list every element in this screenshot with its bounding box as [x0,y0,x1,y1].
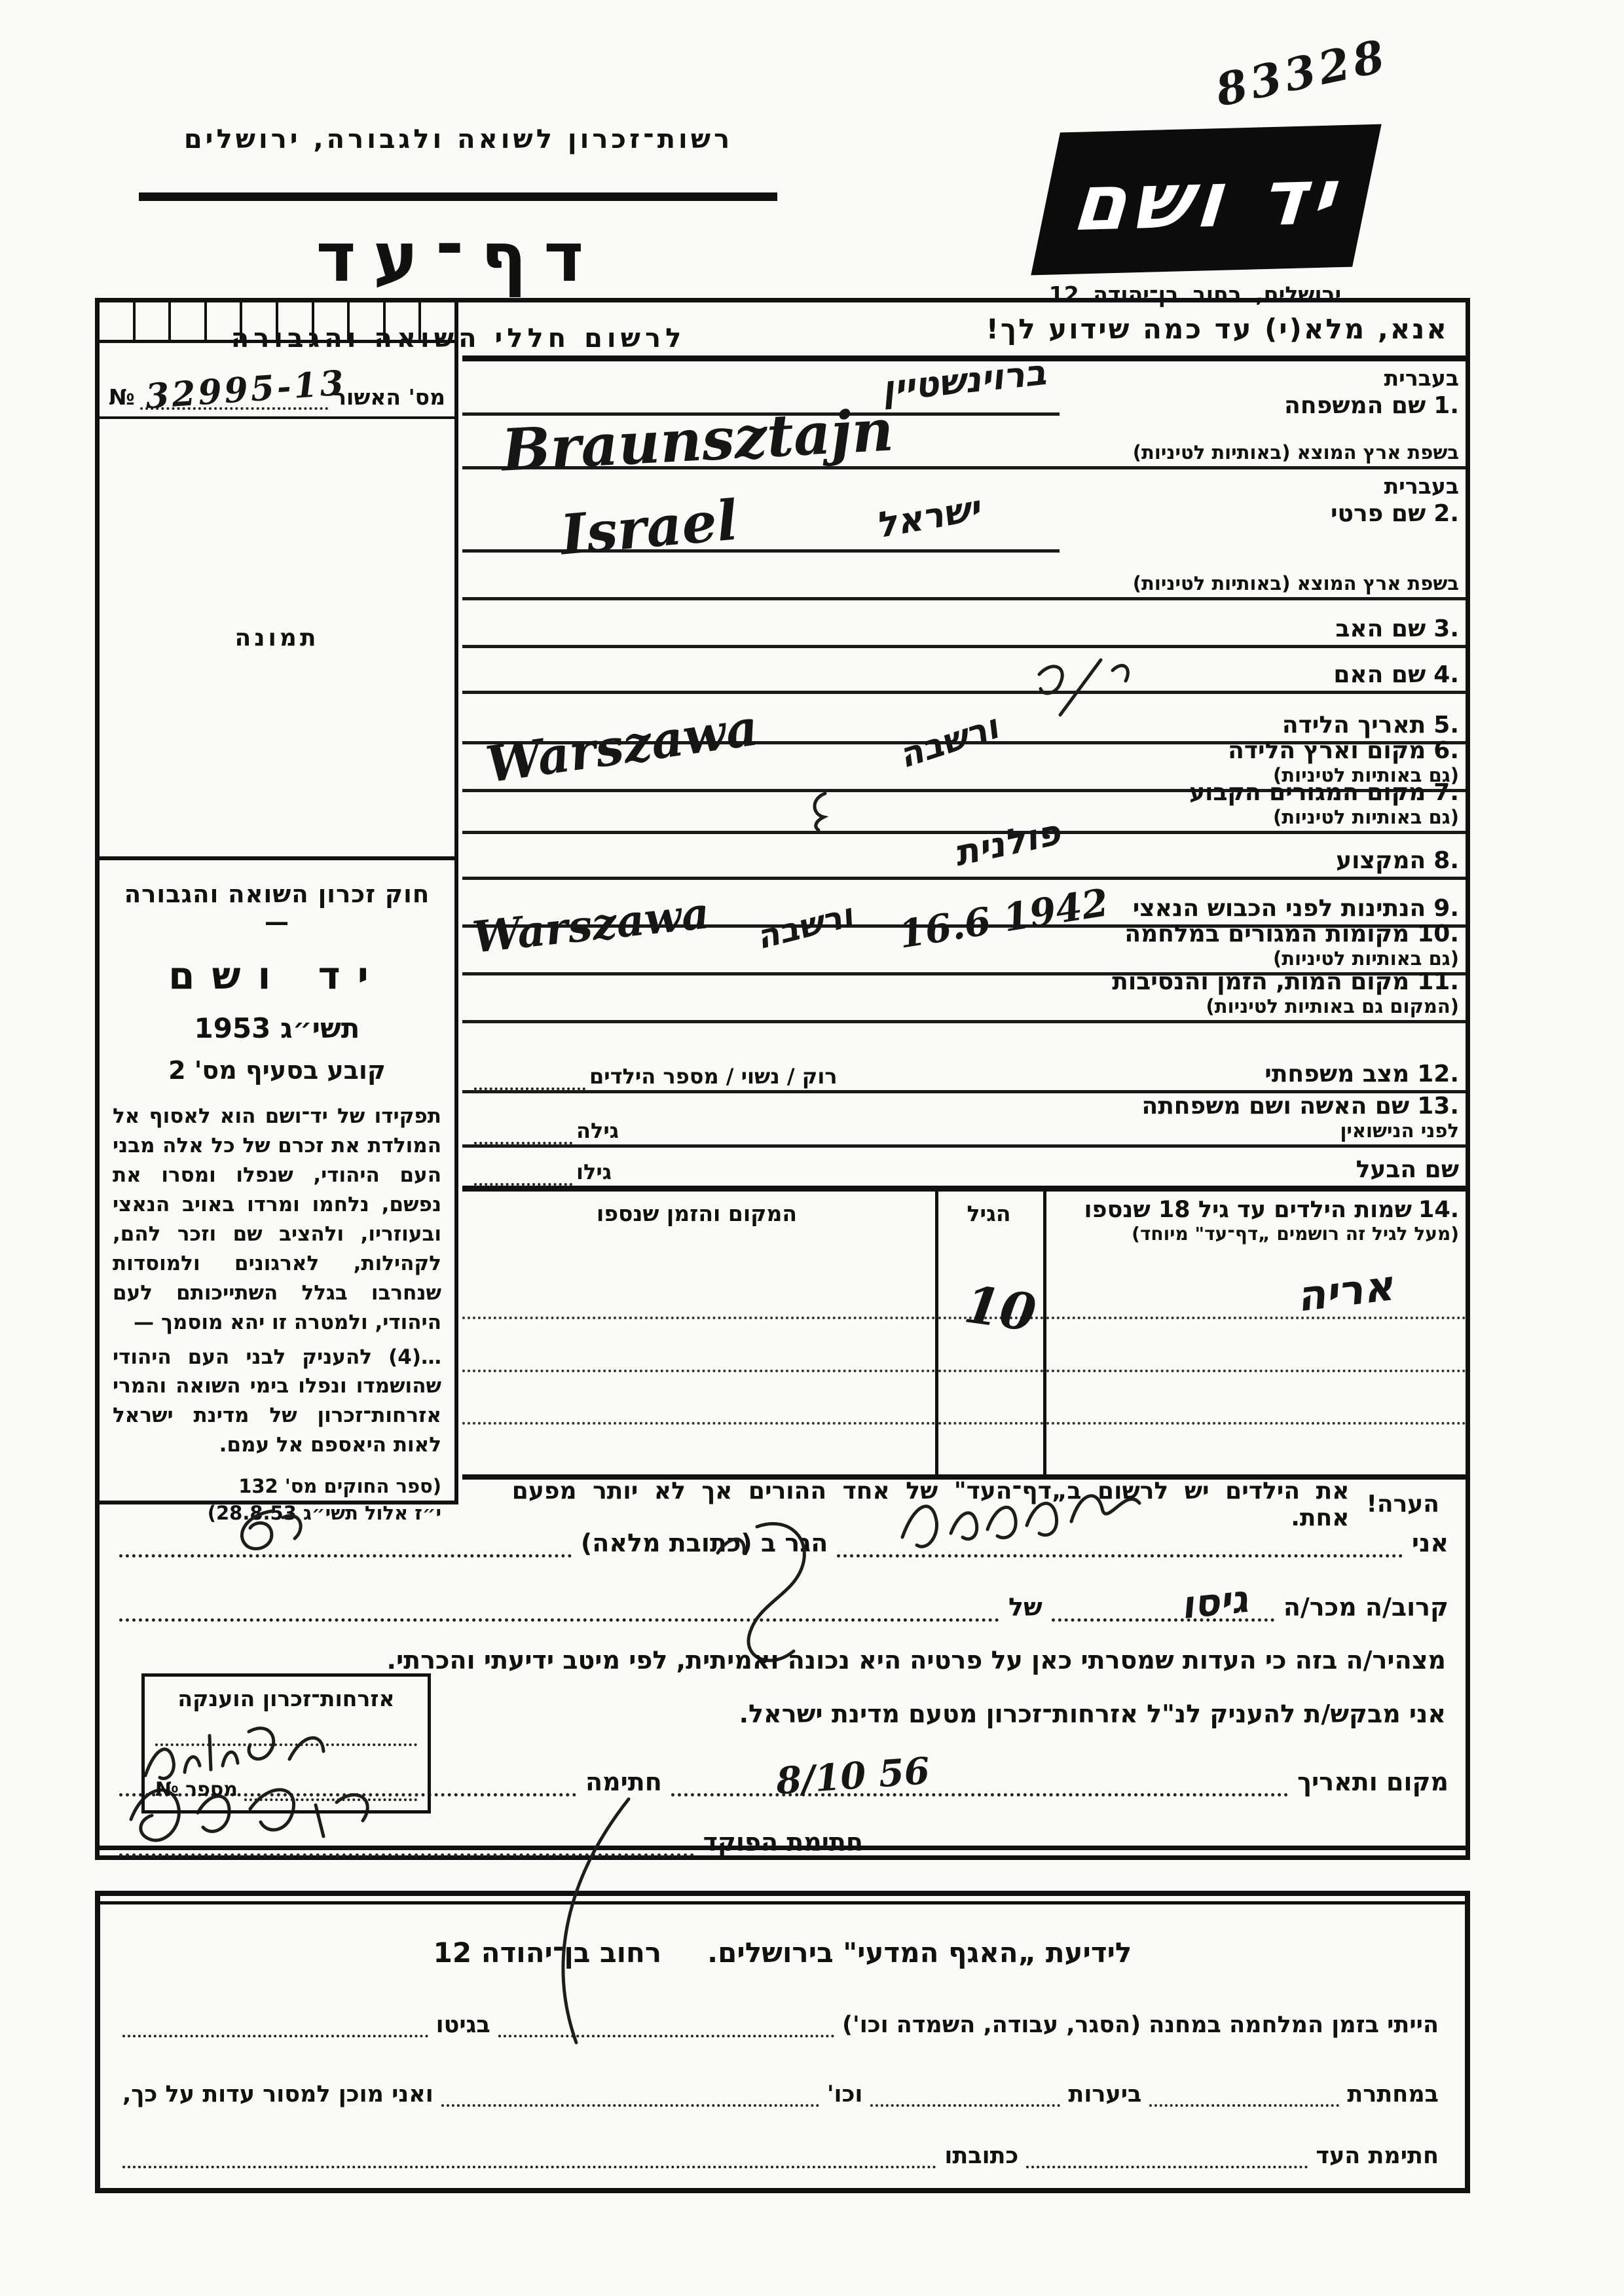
field-label: מקום המגורים הקבוע [1189,779,1426,806]
child-age-cell [938,1425,1043,1474]
approval-number-row [100,343,454,419]
science-box-rule [100,1901,1465,1904]
child-name-cell [1046,1261,1466,1322]
law-text-box [100,856,454,1524]
child-age-cell [938,1372,1043,1425]
witness-address-label: כתובתו [944,2142,1019,2169]
law-title: חוק זכרון השואה והגבורה — [124,880,430,936]
write-area [462,1093,1060,1144]
law-clause: קובע בסעיף מס' 2 [168,1056,386,1085]
field-number: 9. [1433,895,1459,922]
write-area [462,1148,1060,1186]
relation-line [1052,1576,1274,1628]
field-row-marital-status [462,1023,1466,1093]
stamp-dotted-line [155,1743,417,1746]
field-row-mother-name [462,648,1466,694]
field-label: שם פרטי [1330,500,1426,527]
forests-label: ביערות [1068,2081,1142,2107]
stamp-number-label: מספר [185,1778,238,1801]
field-sub-label: (גם באותיות לטיניות) [1273,764,1459,786]
field-row-husband-name [462,1148,1466,1192]
underground-forests-row [122,2078,1439,2107]
field-label: המקצוע [1336,847,1426,874]
field-number: 7. [1433,779,1459,806]
write-area [462,648,1060,691]
approval-number-line [140,363,348,417]
fields-section [462,302,1466,1531]
field-pre-label: בעברית [1384,365,1459,391]
page-subtitle: לרשום חללי השואה והגבורה [231,323,686,354]
note-head: הערה! [1366,1491,1439,1518]
i-label: אני [1411,1529,1449,1558]
science-title: לידיעת „האגף המדעי" בירושלים. [707,1937,1132,1969]
field-label: שם האם [1333,661,1426,688]
form-bottom-rule [100,1846,1466,1850]
field-row-death-place [462,968,1466,1023]
header-rule [139,192,777,201]
left-column [100,302,458,1524]
field-number: 2. [1433,500,1459,527]
field-sub-label: (המקום גם באותיות לטיניות) [1206,995,1459,1017]
field-label: שם המשפחה [1284,392,1426,419]
field-label: מקומות המגורים במלחמה [1124,920,1410,947]
field-number: 13. [1417,1093,1459,1120]
child-name-cell [1046,1425,1466,1474]
place-date-label: מקום ותאריך [1297,1768,1449,1797]
write-area [462,975,1060,1020]
field-number: 1. [1433,392,1459,419]
child-name-cell [1046,1372,1466,1425]
field-number: 6. [1433,737,1459,764]
place-column-header: המקום והזמן שנספו [597,1201,797,1226]
ghetto-line [122,2009,428,2037]
field-label: הנתינות לפני הכבוש הנאצי [1132,895,1426,922]
place-date-line [671,1749,1288,1804]
code-cell-strip [100,302,454,343]
her-age-label: גילה [576,1118,619,1143]
law-year: תשי״ג 1953 [194,1012,360,1044]
field-label-2: לפני הנישואין [1340,1120,1459,1142]
field-label: שמות הילדים עד גיל 18 שנספו [1084,1197,1412,1223]
forests-line [870,2078,1060,2107]
field-pre-label: בעברית [1384,473,1459,499]
resides-label: הגר ב (כתובת מלאה) [580,1529,828,1558]
field-label: מקום המות, הזמן והנסיבות [1112,968,1410,995]
dotted-line [474,1068,585,1090]
first-name-latin-handwritten: Israel [558,487,741,568]
witness-signature-label: חתימת העד [1316,2142,1439,2169]
field-sub-label: (גם באותיות לטיניות) [1273,947,1459,970]
stamp-title: אזרחות־זכרון הוענקה [177,1686,395,1711]
death-place-latin-handwritten: Warszawa [470,887,712,963]
dotted-line [474,1163,572,1186]
residence-scribble [803,788,836,834]
signature-label: חתימה [585,1768,662,1797]
age-column-header: הגיל [967,1201,1011,1226]
field-number: 14. [1418,1197,1459,1223]
instruction-line: אנא, מלא(י) עד כמה שידוע לך! [462,302,1466,361]
children-table [462,1192,1466,1480]
write-area [462,1023,1060,1090]
field-number: 11. [1417,968,1459,995]
logo-text: יד ושם [1068,151,1344,249]
declaration-statement-2: אני מבקש/ת להעניק לנ"ל אזרחות־זכרון מטעם מדינת ישראל. [739,1700,1446,1728]
field-number: 10. [1417,920,1459,947]
hq-address: ירושלים, רחוב בן־יהודה 12 [1048,282,1342,307]
dotted-line [474,1122,572,1144]
of-name-line [119,1585,999,1622]
etc-label: וכו' [826,2081,863,2107]
underground-line [1149,2078,1339,2107]
law-source-2: י״ז אלול תשי״ג 28.8.53) [207,1501,441,1524]
stray-pen-stroke [530,1795,642,2050]
field-number: 12. [1417,1061,1459,1087]
field-label: תאריך הלידה [1282,712,1426,738]
marital-options: רוק / נשוי / מספר הילדים [589,1064,838,1089]
field-number: 8. [1433,847,1459,874]
birth-date-scribble [1022,648,1134,720]
write-area [462,792,1060,831]
testimony-form [95,298,1470,1860]
field-label: שם האב [1335,615,1426,642]
field-row-father-name [462,600,1466,648]
field-row-residence [462,779,1466,834]
child-name-handwritten: אריה [1293,1261,1396,1322]
field-row-wife-name [462,1093,1466,1148]
child-age-cell [938,1319,1043,1372]
relative-label: קרוב/ה מכר/ה [1283,1593,1449,1622]
science-title-address: רחוב בן־יהודה 12 [433,1937,662,1969]
field-sub-label: בשפת ארץ המוצא (באותיות לטיניות) [1132,441,1459,464]
address-scribble [217,1499,309,1558]
law-source-1: (ספר החוקים מס' 132 [238,1475,441,1498]
law-name: יד ושם [168,953,386,998]
stamp-number-line [244,1781,417,1801]
child-place-cell [462,1319,935,1372]
place-date-handwritten: 8/10 56 [774,1749,931,1804]
child-age-handwritten: 10 [961,1275,1040,1344]
field-label: מצב משפחתי [1264,1061,1410,1087]
field-sub-label: (מעל לגיל זה רושמים „דף־עד" מיוחד) [1132,1223,1459,1245]
field-label: שם האשה ושם משפחתה [1141,1093,1410,1120]
registry-number-handwritten: 83328 [1211,29,1393,117]
law-paragraph-2: …(4) להעניק לבני העם היהודי שהושמדו ונפלו בימי השואה והמרי אזרחות־זכרון של מדינת ישראל לאות היאספם אל עמם. [113,1345,441,1457]
page-title: דף־עד [316,217,601,297]
declarant-address-line [119,1521,572,1558]
field-sub-label: (גם באותיות לטיניות) [1273,806,1459,828]
declaration-statement-1: מצהיר/ה בזה כי העדות שמסרתי כאן על פרטיה היא נכונה ואמיתית, לפי מיטב ידיעתי והכרתי. [386,1646,1446,1675]
field-number: 3. [1433,615,1459,642]
field-number: 5. [1433,712,1459,738]
family-name-latin-handwritten: Braunsztajn [500,395,896,484]
approval-number-handwritten: 32995-13 [143,363,348,417]
photo-area [100,419,454,856]
relation-handwritten: גיסו [1179,1576,1251,1628]
child-place-cell [462,1267,935,1319]
witness-address-line [122,2140,936,2168]
memorial-citizenship-stamp-box [141,1673,431,1813]
clerk-signature-label: חתימת הפוקד [703,1828,863,1857]
field-number: 4. [1433,661,1459,688]
child-place-cell [462,1372,935,1425]
numero-icon: № [155,1778,179,1801]
child-age-cell [938,1267,1043,1344]
field-sub-label: בשפת ארץ המוצא (באותיות לטיניות) [1132,572,1459,594]
birth-place-latin-handwritten: Warszawa [482,698,762,794]
scientific-branch-box [95,1891,1470,2193]
birth-place-hebrew-handwritten: ורשבה [894,706,1003,776]
camp-label: הייתי בזמן המלחמה במחנה (הסגר, עבודה, השמדה וכו') [842,2011,1439,2038]
declarant-name-scribble [896,1472,1145,1563]
field-label: שם הבעל [1356,1156,1459,1183]
approval-label: מס' האשור [333,384,445,410]
camp-ghetto-row [122,2009,1439,2037]
note-body: את הילדים יש לרשום ב„דף־העד" של אחד ההורים אך לא יותר מפעם אחת. [511,1477,1350,1531]
of-label: של [1008,1593,1043,1622]
relative-row [119,1576,1449,1628]
witness-signature-address-row [122,2140,1439,2168]
photo-label: תמונה [234,624,320,651]
yad-vashem-logo [1031,124,1381,276]
first-name-hebrew-handwritten: ישראל [872,486,984,547]
family-name-hebrew-handwritten: ברוינשטיין [879,351,1048,410]
death-date-handwritten: 16.6 1942 [895,880,1112,957]
underground-label: במחתרת [1347,2081,1439,2107]
ghetto-label: בגיטו [435,2011,490,2038]
authority-line: רשות־זכרון לשואה ולגבורה, ירושלים [183,124,733,155]
declarant-name-line [837,1521,1403,1558]
citizenship-handwritten: פולנית [950,811,1064,875]
numero-icon: № [109,384,135,410]
field-label: מקום וארץ הלידה [1228,737,1426,764]
children-age-column [935,1192,1046,1474]
witness-signature-line [1026,2140,1308,2168]
children-place-column [462,1192,935,1474]
etc-line [441,2078,819,2107]
his-age-label: גילו [576,1159,612,1184]
child-place-cell [462,1425,935,1474]
willing-to-testify-label: ואני מוכן למסור עדות על כך, [122,2081,434,2107]
children-names-column [1046,1192,1466,1474]
law-paragraph-1: תפקידו של יד־ושם הוא לאסוף אל המולדת את זכרם של כל אלה מבני העם היהודי, שנפלו ומסרו את נפשם, נלחמו ומרדו באויב הנאצי ובעוזריו, ולהציב שם וזכר להם, לקהילות, לארגונים ולמוסדות שנחרבו בגלל השתייכותם לעם היהודי, ולמטרה זו יהא מוסמך — [113,1104,441,1334]
write-area [462,600,1060,645]
death-place-hebrew-handwritten: ורשבה [752,895,857,957]
child-name-cell [1046,1319,1466,1372]
